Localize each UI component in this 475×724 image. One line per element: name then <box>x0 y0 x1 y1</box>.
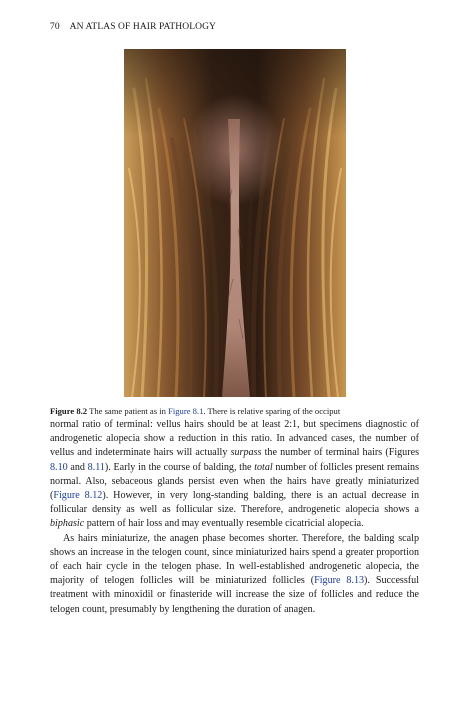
running-title: AN ATLAS OF HAIR PATHOLOGY <box>69 22 217 32</box>
text-run: ). Successful treatment with minoxidil or finasteride will increase the size of follicles and reduce the telogen count, presumably by lengthening the duration of anagen. <box>50 575 419 615</box>
paragraph-1 <box>50 418 419 532</box>
text-run: ). However, in very long-standing balding, there is an actual decrease in follicular density as well as follicular size. Therefore, androgenetic alopecia shows a <box>50 490 419 516</box>
emphasis: biphasic <box>50 518 85 530</box>
figure-caption <box>50 406 422 417</box>
figure-reference-link[interactable]: 8.10 <box>50 461 68 473</box>
text-run: ). Early in the course of balding, the <box>104 461 255 473</box>
text-run: normal ratio of terminal: vellus hairs should be at least 2:1, but specimens diagnostic of androgenetic alopecia show a reduction in this ratio. In advanced cases, the number of vellus and indeterminate hairs will actually <box>50 419 419 459</box>
text-run: number of follicles present remains normal. Also, sebaceous glands persist even when the hairs have greatly miniaturized ( <box>50 461 419 502</box>
caption-text-end: . There is relative sparing of the occiput <box>203 406 341 416</box>
text-run: the number of terminal hairs (Figures <box>261 447 419 459</box>
figure-photo-scalp <box>124 49 346 397</box>
emphasis: total <box>254 461 273 473</box>
text-run: pattern of hair loss and may eventually resemble cicatricial alopecia. <box>84 518 364 530</box>
paragraph-2 <box>50 532 419 617</box>
figure-label: Figure 8.2 <box>50 406 88 416</box>
text-run: and <box>67 461 88 473</box>
figure-reference-link[interactable]: Figure 8.12 <box>53 490 103 502</box>
figure-reference-link[interactable]: Figure 8.13 <box>314 575 365 587</box>
running-head <box>50 22 216 32</box>
text-run: As hairs miniaturize, the anagen phase becomes shorter. Therefore, the balding scalp shows an increase in the telogen count, since miniaturized hairs spend a greater proportion of each hair cycle in the telogen phase. In well-established androgenetic alopecia, the majority of telogen follicles will be miniaturized follicles ( <box>50 532 419 587</box>
emphasis: surpass <box>230 447 262 459</box>
body-text <box>50 418 419 617</box>
page-number: 70 <box>50 22 60 32</box>
figure-reference-link[interactable]: Figure 8.1 <box>168 406 204 416</box>
figure-reference-link[interactable]: 8.11 <box>87 461 105 473</box>
caption-text-start: The same patient as in <box>89 406 169 416</box>
